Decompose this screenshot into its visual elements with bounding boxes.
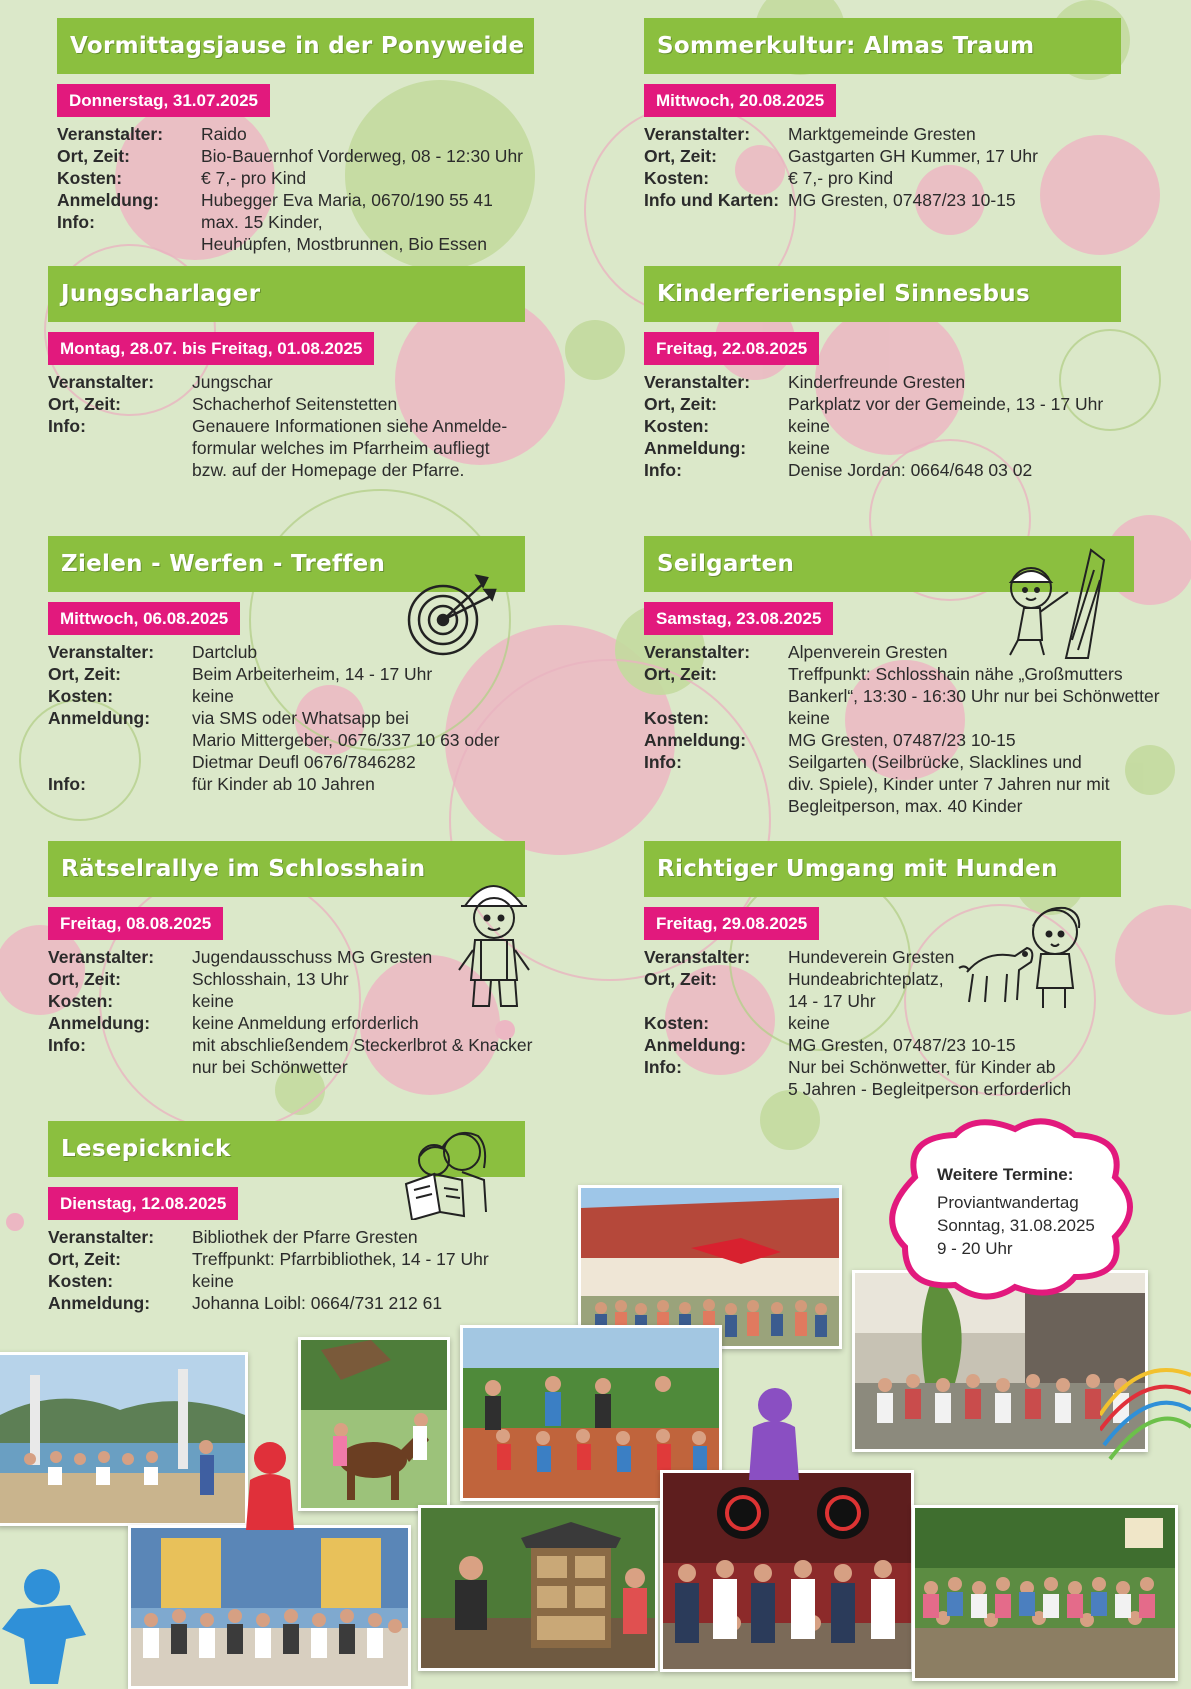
event-details (48, 641, 525, 795)
detail-label: Ort, Zeit: (57, 146, 130, 166)
detail-label: Ort, Zeit: (644, 394, 717, 414)
detail-row (48, 1248, 525, 1270)
photo-riddle-rally-group (128, 1525, 411, 1689)
detail-row (644, 751, 1174, 817)
event-title: Rätselrallye im Schlosshain (48, 841, 525, 897)
detail-label: Kosten: (644, 708, 710, 728)
detail-value: keine Anmeldung erforderlich (192, 1013, 419, 1033)
event-details (57, 123, 534, 255)
more-dates (937, 1163, 1095, 1260)
detail-label: Veranstalter: (644, 642, 751, 662)
detail-label: Veranstalter: (644, 372, 751, 392)
detail-value: Treffpunkt: Pfarrbibliothek, 14 - 17 Uhr (192, 1249, 489, 1269)
detail-value: via SMS oder Whatsapp bei Mario Mittergeber, 0676/337 10 63 oder Dietmar Deufl 0676/7846282 (192, 708, 500, 772)
detail-row (644, 167, 1121, 189)
detail-label: Ort, Zeit: (644, 664, 717, 684)
rainbow-ribbons (1100, 1355, 1191, 1465)
detail-value: Nur bei Schönwetter, für Kinder ab 5 Jahren - Begleitperson erforderlich (788, 1057, 1072, 1099)
detail-label: Kosten: (48, 1271, 114, 1291)
event-title: Zielen - Werfen - Treffen (48, 536, 525, 592)
detail-value: Treffpunkt: Schlosshain nähe „Großmutters Bankerl“, 13:30 - 16:30 Uhr nur bei Schönwetter (788, 664, 1160, 706)
event-title: Jungscharlager (48, 266, 525, 322)
photo-insect-hotel (418, 1505, 658, 1671)
detail-row (644, 1056, 1121, 1100)
detail-row (644, 707, 1174, 729)
detail-value: Jungschar (192, 372, 273, 392)
detail-value: Bio-Bauernhof Vorderweg, 08 - 12:30 Uhr (201, 146, 523, 166)
detail-value: MG Gresten, 07487/23 10-15 (788, 190, 1016, 210)
detail-label: Veranstalter: (48, 372, 155, 392)
photo-lake-group (0, 1352, 248, 1526)
detail-label: Info: (48, 774, 86, 794)
detail-row (644, 415, 1121, 437)
event-date: Samstag, 23.08.2025 (644, 602, 833, 635)
detail-row (644, 1012, 1121, 1034)
helmet-child-icon (455, 870, 533, 1010)
detail-label: Info: (48, 1035, 86, 1055)
detail-label: Kosten: (644, 168, 710, 188)
detail-row (48, 371, 525, 393)
detail-label: Info und Karten: (644, 190, 780, 210)
detail-value: keine (788, 708, 830, 728)
event-date: Mittwoch, 20.08.2025 (644, 84, 836, 117)
event-title: Seilgarten (644, 536, 1134, 592)
detail-row (644, 189, 1121, 211)
detail-row (644, 437, 1121, 459)
detail-row (644, 145, 1121, 167)
more-dates-line: 9 - 20 Uhr (937, 1239, 1013, 1258)
detail-row (48, 1012, 548, 1034)
detail-value: keine (788, 1013, 830, 1033)
detail-label: Anmeldung: (48, 1293, 151, 1313)
detail-row (48, 1226, 525, 1248)
event-title: Richtiger Umgang mit Hunden (644, 841, 1121, 897)
event-details (48, 371, 525, 481)
detail-value: keine (192, 1271, 234, 1291)
detail-label: Veranstalter: (644, 124, 751, 144)
photo-dartclub-group (660, 1470, 914, 1672)
detail-label: Veranstalter: (57, 124, 164, 144)
detail-label: Info: (644, 752, 682, 772)
detail-label: Ort, Zeit: (48, 969, 121, 989)
red-child-silhouette (240, 1440, 300, 1530)
event-title: Kinderferienspiel Sinnesbus (644, 266, 1121, 322)
detail-row (644, 663, 1174, 707)
detail-value: Hundeabrichteplatz, 14 - 17 Uhr (788, 969, 944, 1011)
detail-label: Info: (644, 1057, 682, 1077)
detail-value: Alpenverein Gresten (788, 642, 948, 662)
photo-hiking-group (912, 1505, 1178, 1681)
detail-label: Veranstalter: (644, 947, 751, 967)
detail-row (57, 167, 534, 189)
detail-label: Veranstalter: (48, 642, 155, 662)
detail-value: für Kinder ab 10 Jahren (192, 774, 375, 794)
detail-label: Kosten: (57, 168, 123, 188)
detail-value: Kinderfreunde Gresten (788, 372, 966, 392)
detail-value: mit abschließendem Steckerlbrot & Knacker nur bei Schönwetter (192, 1035, 533, 1077)
event-sommerkultur (644, 18, 1121, 211)
detail-value: max. 15 Kinder, Heuhüpfen, Mostbrunnen, Bio Essen (201, 212, 488, 254)
detail-value: Denise Jordan: 0664/648 03 02 (788, 460, 1033, 480)
detail-value: Hundeverein Gresten (788, 947, 955, 967)
detail-row (48, 1270, 525, 1292)
detail-row (57, 189, 534, 211)
detail-label: Kosten: (644, 1013, 710, 1033)
detail-label: Anmeldung: (48, 1013, 151, 1033)
detail-label: Veranstalter: (48, 947, 155, 967)
detail-label: Ort, Zeit: (48, 664, 121, 684)
detail-row (48, 393, 525, 415)
detail-value: Seilgarten (Seilbrücke, Slacklines und div. Spiele), Kinder unter 7 Jahren nur mit Begleitperson, max. 40 Kinder (788, 752, 1110, 816)
detail-row (57, 211, 534, 255)
detail-row (48, 415, 525, 481)
detail-label: Info: (48, 416, 86, 436)
event-details (48, 1226, 525, 1314)
event-date: Donnerstag, 31.07.2025 (57, 84, 270, 117)
detail-row (644, 729, 1174, 751)
detail-value: Beim Arbeiterheim, 14 - 17 Uhr (192, 664, 433, 684)
detail-value: keine (788, 416, 830, 436)
event-title: Sommerkultur: Almas Traum (644, 18, 1121, 74)
detail-value: Jugendausschuss MG Gresten (192, 947, 433, 967)
detail-row (48, 685, 525, 707)
detail-value: Schlosshain, 13 Uhr (192, 969, 349, 989)
detail-row (48, 663, 525, 685)
detail-value: keine (192, 686, 234, 706)
event-date: Freitag, 08.08.2025 (48, 907, 223, 940)
detail-label: Kosten: (644, 416, 710, 436)
event-title: Lesepicknick (48, 1121, 525, 1177)
detail-label: Anmeldung: (57, 190, 160, 210)
detail-label: Ort, Zeit: (48, 394, 121, 414)
climbing-child-icon (996, 540, 1106, 660)
dartboard-icon (405, 572, 497, 658)
detail-value: € 7,- pro Kind (201, 168, 307, 188)
detail-value: Marktgemeinde Gresten (788, 124, 976, 144)
detail-label: Ort, Zeit: (48, 1249, 121, 1269)
detail-row (48, 707, 525, 773)
detail-label: Ort, Zeit: (644, 146, 717, 166)
detail-label: Anmeldung: (644, 1035, 747, 1055)
detail-value: Parkplatz vor der Gemeinde, 13 - 17 Uhr (788, 394, 1104, 414)
detail-label: Anmeldung: (48, 708, 151, 728)
detail-label: Anmeldung: (644, 730, 747, 750)
detail-value: Schacherhof Seitenstetten (192, 394, 398, 414)
detail-label: Veranstalter: (48, 1227, 155, 1247)
detail-row (48, 1034, 548, 1078)
detail-value: keine (788, 438, 830, 458)
detail-value: € 7,- pro Kind (788, 168, 894, 188)
event-sinnesbus (644, 266, 1121, 481)
detail-row (644, 459, 1121, 481)
reading-children-icon (400, 1128, 500, 1220)
detail-value: Genauere Informationen siehe Anmelde- formular welches im Pfarrheim aufliegt bzw. auf der Homepage der Pfarre. (192, 416, 508, 480)
photo-pony (298, 1337, 450, 1511)
detail-row (48, 773, 525, 795)
event-title: Vormittagsjause in der Ponyweide (57, 18, 534, 74)
event-ponyweide (57, 18, 534, 255)
detail-row (57, 145, 534, 167)
event-date: Freitag, 22.08.2025 (644, 332, 819, 365)
detail-row (57, 123, 534, 145)
detail-value: MG Gresten, 07487/23 10-15 (788, 730, 1016, 750)
event-details (644, 371, 1121, 481)
detail-value: Dartclub (192, 642, 258, 662)
more-dates-line: Sonntag, 31.08.2025 (937, 1216, 1095, 1235)
more-dates-line: Proviantwandertag (937, 1193, 1079, 1212)
detail-label: Info: (644, 460, 682, 480)
event-details (644, 641, 1174, 817)
event-details (644, 123, 1121, 211)
blue-child-silhouette (0, 1565, 90, 1684)
detail-row (48, 1292, 525, 1314)
detail-label: Ort, Zeit: (644, 969, 717, 989)
event-date: Dienstag, 12.08.2025 (48, 1187, 238, 1220)
detail-value: Raido (201, 124, 247, 144)
detail-label: Kosten: (48, 991, 114, 1011)
detail-row (644, 393, 1121, 415)
detail-row (644, 123, 1121, 145)
event-date: Montag, 28.07. bis Freitag, 01.08.2025 (48, 332, 374, 365)
detail-label: Anmeldung: (644, 438, 747, 458)
detail-value: Hubegger Eva Maria, 0670/190 55 41 (201, 190, 493, 210)
detail-label: Info: (57, 212, 95, 232)
more-dates-title: Weitere Termine: (937, 1165, 1074, 1184)
detail-value: Bibliothek der Pfarre Gresten (192, 1227, 418, 1247)
detail-value: MG Gresten, 07487/23 10-15 (788, 1035, 1016, 1055)
detail-value: Johanna Loibl: 0664/731 212 61 (192, 1293, 443, 1313)
detail-label: Kosten: (48, 686, 114, 706)
detail-value: keine (192, 991, 234, 1011)
event-jungscharlager (48, 266, 525, 481)
child-with-dog-icon (955, 904, 1095, 1012)
event-date: Freitag, 29.08.2025 (644, 907, 819, 940)
detail-row (644, 1034, 1121, 1056)
event-date: Mittwoch, 06.08.2025 (48, 602, 240, 635)
detail-row (644, 371, 1121, 393)
detail-value: Gastgarten GH Kummer, 17 Uhr (788, 146, 1038, 166)
purple-child-silhouette (735, 1385, 805, 1480)
